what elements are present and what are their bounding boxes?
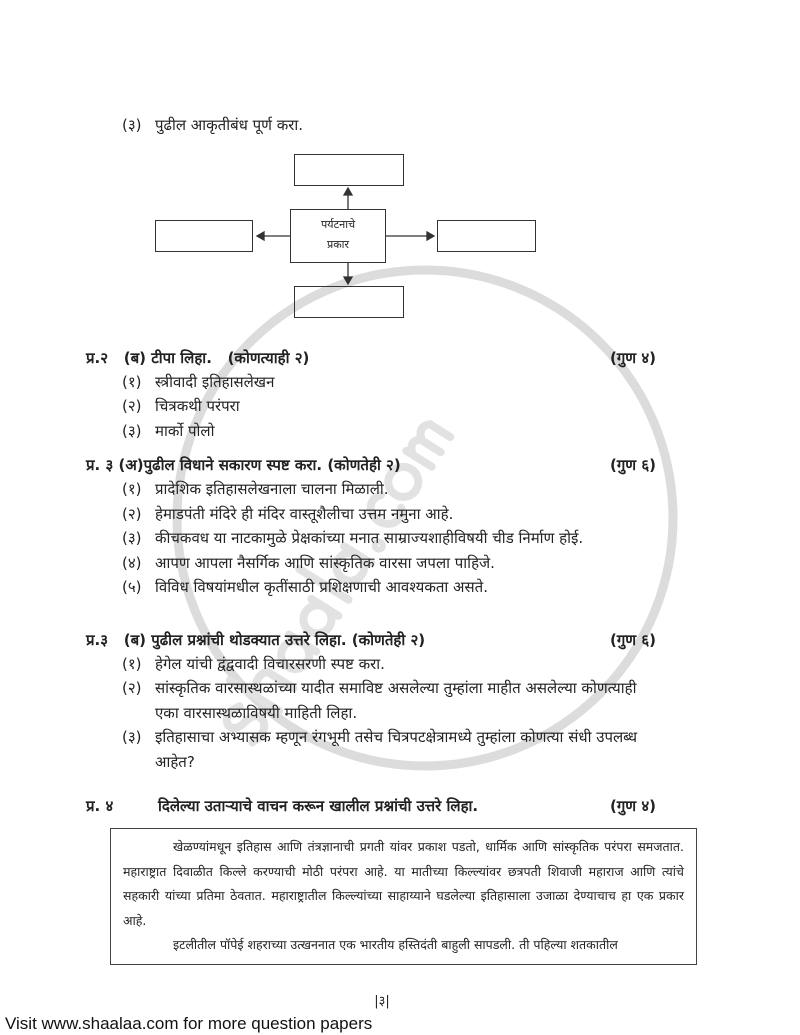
item-text-continued: एका वारसास्थळाविषयी माहिती लिहा.	[155, 703, 358, 722]
question-item	[86, 419, 698, 444]
question-item	[86, 725, 698, 774]
question-choice: (कोणत्याही २)	[227, 348, 310, 367]
item-number: (२)	[122, 397, 142, 415]
item-number: (३)	[122, 529, 142, 547]
question-label: प्र.३	[86, 630, 109, 649]
item-number: (२)	[122, 504, 142, 523]
question-item	[86, 477, 698, 502]
question-item	[86, 526, 698, 551]
question-item	[86, 502, 698, 527]
diagram-center-label: पर्यटनाचे	[320, 217, 356, 231]
question-heading	[86, 794, 656, 818]
concept-diagram	[0, 138, 800, 346]
question-item	[86, 551, 698, 576]
question-item	[86, 394, 698, 419]
footer-link[interactable]: Visit www.shaalaa.com for more question papers	[5, 1013, 373, 1033]
item-text: इतिहासाचा अभ्यासक म्हणून रंगभूमी तसेच चित्रपटक्षेत्रामध्ये तुम्हांला कोणत्या संधी उपलब्ध	[155, 728, 638, 746]
item-number: (४)	[122, 553, 142, 572]
marks-label: (गुण ४)	[609, 348, 656, 367]
marks-label: (गुण ६)	[609, 630, 656, 649]
question-title: दिलेल्या उताऱ्याचे वाचन करून खालील प्रश्नांची उत्तरे लिहा.	[158, 797, 479, 815]
question-heading	[86, 453, 656, 477]
item-number: (२)	[122, 679, 142, 697]
item-number: (१)	[122, 654, 142, 673]
diagram-center-label: प्रकार	[326, 237, 350, 251]
item-number: (३)	[122, 116, 142, 134]
item-text: कीचकवध या नाटकामुळे प्रेक्षकांच्या मनात साम्राज्यशाहीविषयी चीड निर्माण होई.	[155, 529, 584, 547]
item-number: (५)	[122, 578, 142, 596]
item-number: (३)	[122, 421, 142, 440]
item-text: हेगेल यांची द्वंद्ववादी विचारसरणी स्पष्ट करा.	[155, 654, 385, 673]
diagram-arrows	[0, 138, 800, 346]
question-item	[86, 113, 698, 138]
passage-box	[110, 828, 697, 965]
question-title: पुढील विधाने सकारण स्पष्ट करा. (कोणतेही २)	[143, 456, 401, 474]
question-title: (ब) टीपा लिहा.	[123, 348, 212, 367]
item-text: पुढील आकृतीबंध पूर्ण करा.	[155, 116, 304, 134]
item-text: आपण आपला नैसर्गिक आणि सांस्कृतिक वारसा जपला पाहिजे.	[155, 553, 495, 572]
marks-label: (गुण ६)	[609, 456, 656, 474]
item-text: मार्को पोलो	[155, 421, 215, 440]
item-text: हेमाडपंती मंदिरे ही मंदिर वास्तूशैलीचा उत्तम नमुना आहे.	[155, 504, 454, 523]
question-title: (ब) पुढील प्रश्नांची थोडक्यात उत्तरे लिहा. (कोणतेही २)	[123, 630, 426, 649]
question-item	[86, 575, 698, 600]
question-item	[86, 676, 698, 725]
question-label: प्र. ४	[86, 797, 114, 815]
question-heading	[86, 628, 656, 652]
passage-paragraph: इटलीतील पॉपेई शहराच्या उत्खननात एक भारतीय हस्तिदंती बाहुली सापडली. ती पहिल्या शतकातील	[173, 937, 618, 952]
question-label: प्र. ३ (अ)	[86, 456, 144, 474]
question-heading	[86, 346, 656, 370]
item-text: स्त्रीवादी इतिहासलेखन	[155, 372, 275, 391]
item-number: (३)	[122, 728, 142, 746]
marks-label: (गुण ४)	[609, 797, 656, 815]
question-item	[86, 370, 698, 395]
item-text: चित्रकथी परंपरा	[155, 397, 240, 415]
item-number: (१)	[122, 480, 142, 498]
passage-paragraph: खेळण्यांमधून इतिहास आणि तंत्रज्ञानाची प्रगती यांवर प्रकाश पडतो, धार्मिक आणि सांस्कृतिक परंपरा समजतात. महाराष्ट्रात दिवाळीत किल्ले करण्याची मोठी परंपरा आहे. या मातीच्या किल्ल्यांवर छत्रपती शिवाजी महाराज आणि त्यांचे सहकारी यांच्या प्रतिमा ठेवतात. महाराष्ट्रातील किल्ल्यांच्या साहाय्याने घडलेल्या इतिहासाला उजाळा देण्याचाच हा एक प्रकार आहे.	[123, 839, 684, 928]
item-text: विविध विषयांमधील कृतींसाठी प्रशिक्षणाची आवश्यकता असते.	[155, 578, 488, 596]
item-text: प्रादेशिक इतिहासलेखनाला चालना मिळाली.	[155, 480, 389, 498]
question-label: प्र.२	[86, 348, 109, 367]
page-number: |३|	[374, 993, 390, 1009]
item-text: सांस्कृतिक वारसास्थळांच्या यादीत समाविष्ट असलेल्या तुम्हांला माहीत असलेल्या कोणत्याही	[155, 679, 637, 697]
question-item	[86, 652, 698, 677]
item-number: (१)	[122, 372, 142, 391]
item-text-continued: आहेत?	[155, 752, 195, 771]
